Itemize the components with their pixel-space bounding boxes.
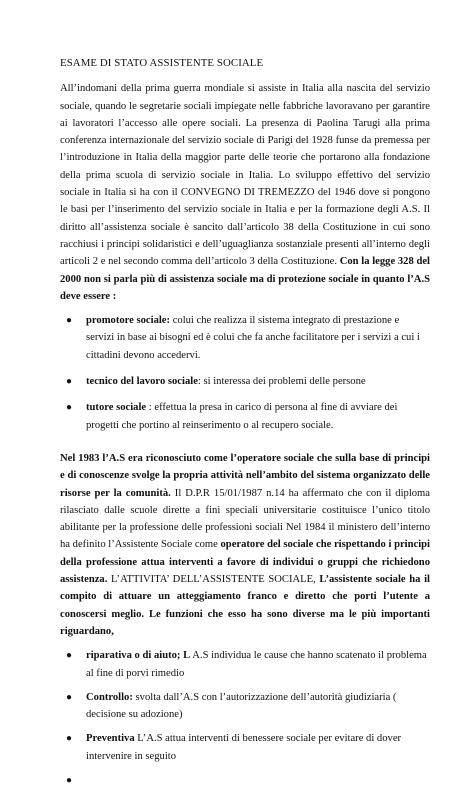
history-text-1: Il D.P.R 15/01/1987 n.14 ha affermato che con il diploma rilasciato dalle scuole dirette a fini speciali universitarie costituisce l’unico titolo abilitante per la professione delle professioni sociali Nel 1984 il ministero dell’interno ha definito l’Assistente Sociale come [60,487,430,551]
history-bold-4: ha il compito di attuare un atteggiamento franco e diretto che porti l’utente a conoscersi meglio. Le funzioni che esso ha sono diverse ma le più importanti riguardano, [60,574,430,637]
list-item [60,730,430,765]
bullet-icon: ● [66,691,73,703]
history-text-2: L’ATTIVITA’ DELL’ASSISTENTE SOCIALE, [107,574,320,586]
list-item-term: tutore sociale [86,402,147,414]
list-item-term: tecnico del lavoro sociale [86,376,198,388]
history-bold-3: L’assistente sociale [319,574,406,586]
list-item-text: svolta dall’A.S con l’autorizzazione dell’autorità giudiziaria ( decisione su adozione) [86,691,397,721]
history-bold-2: operatore del sociale che rispettando i principi della professione attua interventi a favore di individui o gruppi che richiedono assistenza. [60,539,430,586]
list-item [60,647,430,682]
list-item [60,373,430,390]
list-item [60,399,430,434]
page-title: ESAME DI STATO ASSISTENTE SOCIALE [60,57,264,69]
history-bold-1: Nel 1983 l’A.S era riconosciuto come l’operatore sociale che sulla base di principi e di conoscenze svolge la propria attività nell’ambito del sistema organizzato delle risorse per la comunità. [60,452,430,499]
list-item-text-2: A.S individua le cause che hanno scatenato il problema al fine di porvi rimedio [86,650,427,679]
bullet-icon: ● [66,376,73,388]
list-item-term: Controllo: [86,691,133,703]
list-item-text: : si interessa dei problemi delle persone [197,376,366,388]
bullet-icon: ● [66,774,73,786]
list-item-term: promotore sociale: [86,315,171,327]
list-item-term-2: L [183,650,191,662]
history-paragraph [60,450,430,640]
intro-paragraph [60,80,430,305]
list-item [60,689,430,724]
bullet-icon: ● [66,650,73,662]
intro-bold-text: Con la legge 328 del 2000 non si parla più di assistenza sociale ma di protezione sociale in quanto l’A.S deve essere : [60,256,430,302]
list-item-text: colui che realizza il sistema integrato di prestazione e servizi in base ai bisogni ed è colui che fa anche facilitatore per i servizi a cui i cittadini devono accedervi. [86,315,420,361]
bullet-icon: ● [66,733,73,745]
list-item [60,312,430,364]
bullet-icon: ● [66,402,73,414]
bullet-icon: ● [66,315,73,327]
list-item-term: Preventiva [86,733,135,745]
functions-list [60,647,430,786]
list-item-text: : effettua la presa in carico di persona al fine di avviare dei progetti che portino al reinserimento o al recupero sociale. [86,402,398,431]
roles-list [60,312,430,434]
intro-text: All’indomani della prima guerra mondiale si assiste in Italia alla nascita del servizio sociale, quando le segretarie sociali impiegate nelle fabbriche lavoravano per garantire ai lavoratori l’accesso alle opere sociali. La presenza di Paolina Tarugi alla prima conferenza internazionale del servizio sociale di Parigi del 1928 funse da premessa per l’introduzione in Italia della maggior parte delle teorie che portarono alla fondazione della prima scuola di servizio sociale in Italia. Lo sviluppo effettivo del servizio sociale in Italia si ha con il CONVEGNO DI TREMEZZO del 1946 dove si pongono le basi per l’inserimento del servizio sociale in Italia e per la formazione degli A.S. Il diritto all’assistenza sociale è sancito dall’articolo 38 della Costituzione in cui sono racchiusi i principi solidaristici e dell’uguaglianza sostanziale presenti all’interno degli articoli 2 e nel secondo comma dell’articolo 3 della Costituzione. [60,83,430,268]
list-item-term: riparativa o di aiuto; [86,650,181,662]
list-item-text: L’A.S attua interventi di benessere sociale per evitare di dover intervenire in seguito [86,733,402,762]
